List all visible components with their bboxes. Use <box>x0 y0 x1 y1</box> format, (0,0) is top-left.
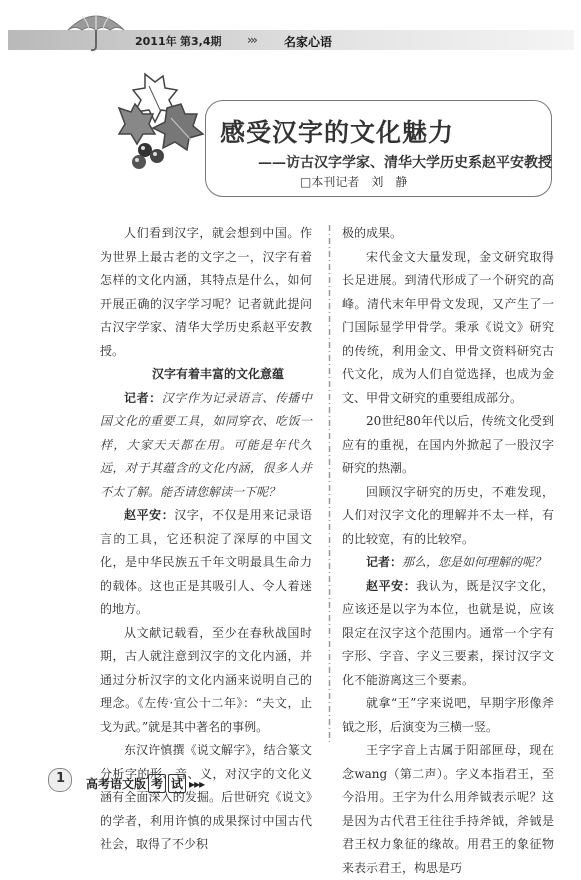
question-paragraph <box>342 551 554 575</box>
answer-paragraph <box>342 575 554 693</box>
footer-arrows: ▸▸▸ <box>189 777 205 791</box>
article-title: 感受汉字的文化魅力 <box>220 118 455 147</box>
article-byline: □本刊记者 刘 静 <box>300 175 408 189</box>
answer-text: 我认为，既是汉字文化，应该还是以字为本位，也就是说，应该限定在汉字这个范围内。通常一个字有字形、字音、字义三要素，探讨汉字文化不能游离这三个要素。 <box>342 578 554 687</box>
left-column <box>100 222 312 857</box>
answer-paragraph <box>100 504 312 622</box>
exam-char-box: 试 <box>168 774 186 793</box>
body-paragraph: 极的成果。 <box>342 226 403 240</box>
body-paragraph: 东汉许慎撰《说文解字》，结合篆文分析字的形、音、义，对汉字的文化义涵有全面深入的发掘。后世研究《说文》的学者，利用许慎的成果探讨中国古代社会，取得了不少积 <box>100 743 312 851</box>
intro-paragraph: 人们看到汉字，就会想到中国。作为世界上最古老的文字之一，汉字有着怎样的文化内涵，其特点是什么，如何开展正确的汉字学习呢？记者就此提问古汉字学家、清华大学历史系赵平安教授。 <box>100 226 312 358</box>
body-paragraph: 宋代金文大量发现，金文研究取得长足进展。到清代形成了一个研究的高峰。清代末年甲骨文发现，又产生了一门国际显学甲骨学。秉承《说文》研究的传统，利用金文、甲骨文资料研究古代文化，成为人们自觉选择，也成为金文、甲骨文研究的重要组成部分。 <box>342 249 554 405</box>
umbrella-icon <box>66 8 126 53</box>
header-arrows: ››› <box>247 33 256 47</box>
article-subtitle: ——访古汉字学家、清华大学历史系赵平安教授 <box>258 155 552 171</box>
exam-char-box: 考 <box>148 774 166 793</box>
question-text: 那么，您是如何理解的呢？ <box>402 555 547 569</box>
speaker-label: 赵平安： <box>124 508 175 522</box>
body-paragraph: 回顾汉字研究的历史，不难发现，人们对汉字文化的理解并不太一样，有的比较宽，有的比较窄。 <box>342 484 554 546</box>
body-paragraph: 从文献记载看，至少在春秋战国时期，古人就注意到汉字的文化内涵，并通过分析汉字的文化内涵来说明自己的理念。《左传·宣公十二年》：“夫文，止戈为武。”就是其中著名的事例。 <box>100 625 312 734</box>
magazine-prefix: 高考语文版 <box>86 777 147 791</box>
body-paragraph: 就拿“王”字来说吧，早期字形像斧钺之形，后演变为三横一竖。 <box>342 696 554 734</box>
question-paragraph <box>100 387 312 505</box>
column-name: 名家心语 <box>284 35 333 49</box>
issue-year: 2011年 <box>135 35 177 48</box>
speaker-label: 赵平安： <box>366 578 417 593</box>
magazine-name <box>86 774 204 793</box>
body-paragraph: 20世纪80年代以后，传统文化受到应有的重视，在国内外掀起了一股汉字研究的热潮。 <box>342 414 554 475</box>
holly-decoration-icon <box>105 68 220 173</box>
question-text: 汉字作为记录语言、传播中国文化的重要工具，如同穿衣、吃饭一样，大家天天都在用。可能是年代久远，对于其蕴含的文化内涵，很多人并不太了解。能否请您解读一下呢？ <box>100 390 312 499</box>
section-heading: 汉字有着丰富的文化意蕴 <box>151 367 284 381</box>
issue-number: 第3,4期 <box>180 35 222 48</box>
right-column <box>342 222 554 880</box>
page-number: 1 <box>56 771 66 786</box>
speaker-label: 记者： <box>366 555 403 569</box>
speaker-label: 记者： <box>124 390 162 405</box>
body-paragraph: 王字字音上古属于阳部匣母，现在念wang（第二声）。字义本指君王，至今沿用。王字为什么用斧钺表示呢？这是因为古代君王往往手持斧钺，斧钺是君王权力象征的缘故。用君王的象征物来表示君王，构思是巧 <box>342 743 554 875</box>
column-divider <box>328 225 331 745</box>
answer-text: 汉字，不仅是用来记录语言的工具，它还积淀了深厚的中国文化，是中华民族五千年文明最具生命力的载体。这也正是其吸引人、令人着迷的地方。 <box>100 508 312 616</box>
